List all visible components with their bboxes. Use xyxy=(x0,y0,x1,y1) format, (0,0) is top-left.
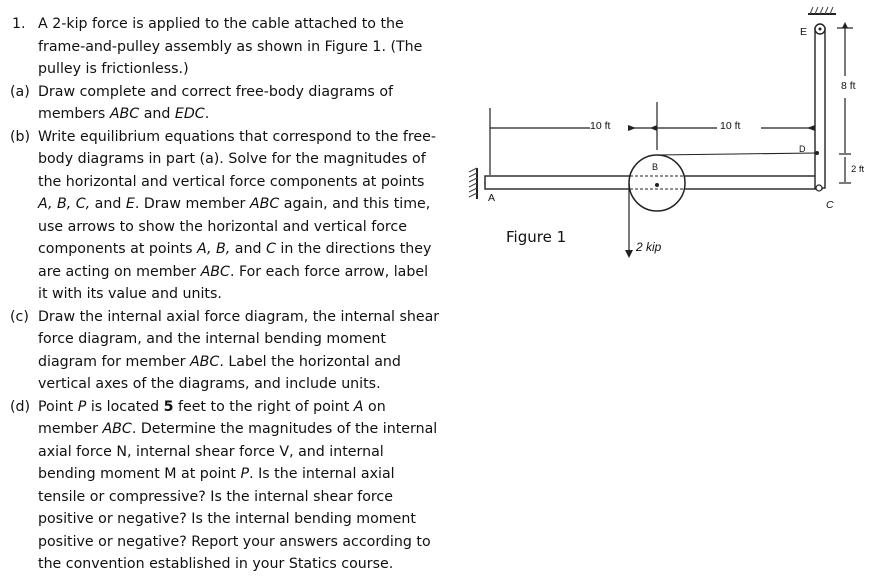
figure-caption: Figure 1 xyxy=(506,228,567,246)
part-a-text: Draw complete and correct free-body diagrams of members ABC and EDC. xyxy=(38,83,393,122)
part-c-marker: (c) xyxy=(10,308,29,325)
dim-label-right: 10 ft xyxy=(720,120,741,132)
part-b-text: Write equilibrium equations that correspond to the free-body diagrams in part (a). Solve for the magnitudes of the horizontal and vertical force components at points A, B, C, and E. Draw member ABC again, and this time, use arrows to show the horizontal and vertical force components at points A, B, and C in the directions they are acting on member ABC. For each force arrow, label it with its value and units. xyxy=(38,128,436,302)
label-e: E xyxy=(800,26,808,38)
part-c-text: Draw the internal axial force diagram, the internal shear force diagram, and the internal bending moment diagram for member ABC. Label the horizontal and vertical axes of the diagrams, and include units. xyxy=(38,308,440,392)
problem-intro xyxy=(10,13,440,81)
dim-label-2ft: 2 ft xyxy=(851,164,865,175)
dim-label-left: 10 ft xyxy=(590,120,611,132)
part-a xyxy=(10,81,440,126)
problem-number: 1. xyxy=(12,16,26,32)
part-a-marker: (a) xyxy=(10,83,30,100)
label-a: A xyxy=(488,192,496,204)
pin-d xyxy=(815,151,819,155)
part-d xyxy=(10,396,440,576)
label-b: B xyxy=(652,162,659,172)
label-d: D xyxy=(799,144,806,154)
frame-pulley-diagram xyxy=(455,0,875,290)
part-b xyxy=(10,126,440,306)
problem-intro-text: A 2-kip force is applied to the cable attached to the frame-and-pulley assembly as shown in Figure 1. (The pulley is frictionless.) xyxy=(38,16,423,77)
part-c xyxy=(10,306,440,396)
dim-label-8ft: 8 ft xyxy=(841,80,856,92)
problem-text xyxy=(10,13,440,576)
part-d-marker: (d) xyxy=(10,398,31,415)
load-arrowhead xyxy=(625,250,633,258)
label-c: C xyxy=(826,199,834,211)
figure-1 xyxy=(455,0,875,290)
part-d-text: Point P is located 5 feet to the right of point A on member ABC. Determine the magnitudes of the internal axial force N, internal shear force V, and internal bending moment M at point P. Is the internal axial tensile or compressive? Is the internal shear force positive or negative? Is the internal bending moment positive or negative? Report your answers according to the convention established in your Statics course. xyxy=(38,398,438,572)
load-label: 2 kip xyxy=(636,240,662,254)
part-b-marker: (b) xyxy=(10,128,31,145)
member-edc xyxy=(815,28,825,188)
pin-c xyxy=(816,185,822,191)
ceiling-support-e xyxy=(808,7,836,34)
cable-to-d xyxy=(657,153,817,155)
